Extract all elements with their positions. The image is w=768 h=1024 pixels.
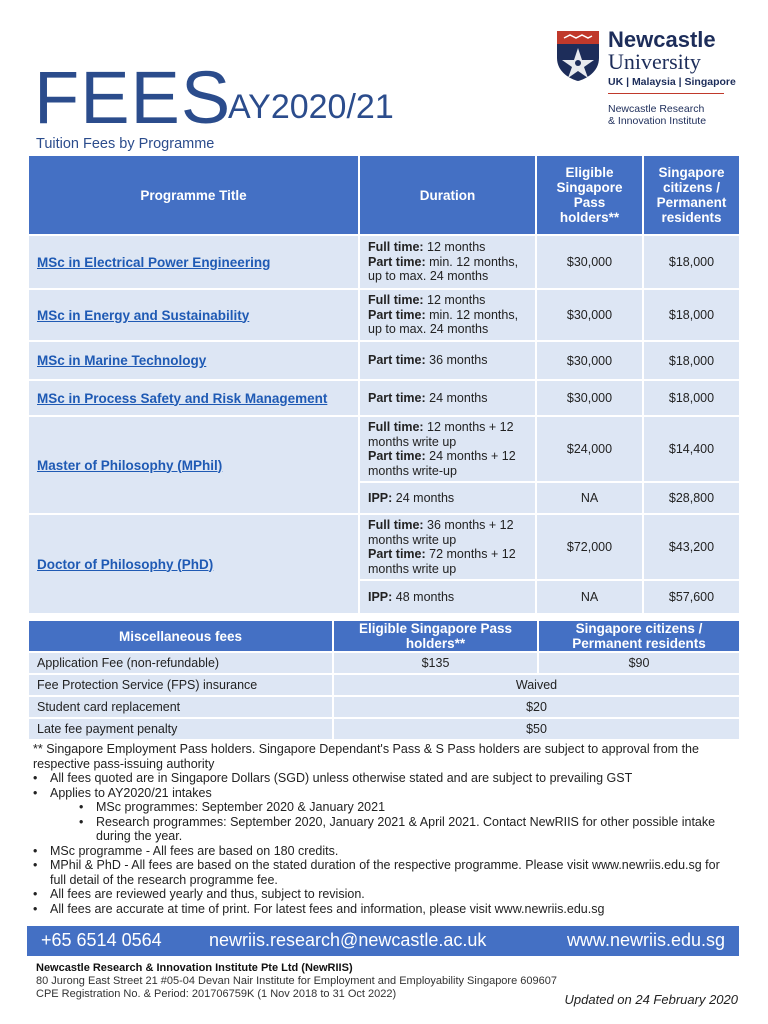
list-item: • MSc programmes: September 2020 & January 2021 bbox=[79, 800, 733, 815]
pass-fee: $30,000 bbox=[536, 341, 643, 380]
shield-icon bbox=[556, 30, 600, 82]
duration-value: 48 months bbox=[392, 589, 455, 604]
programme-link[interactable]: Doctor of Philosophy (PhD) bbox=[37, 556, 214, 572]
table-row bbox=[28, 380, 740, 416]
footnote: ** Singapore Employment Pass holders. Singapore Dependant's Pass & S Pass holders are subject to approval from the respective pass-issuing authority bbox=[33, 742, 699, 771]
pass-fee: $72,000 bbox=[536, 514, 643, 580]
notes-list bbox=[33, 771, 733, 800]
updated-date: Updated on 24 February 2020 bbox=[564, 992, 738, 1007]
duration-label: Part time: bbox=[368, 353, 426, 368]
table-header-row bbox=[28, 620, 740, 652]
misc-fee-label: Late fee payment penalty bbox=[28, 718, 333, 740]
citizen-fee: $28,800 bbox=[643, 482, 740, 514]
citizen-fee: $18,000 bbox=[643, 289, 740, 341]
logo-institute-line2: & Innovation Institute bbox=[608, 115, 707, 127]
duration-cell bbox=[359, 380, 536, 416]
citizen-fee: $18,000 bbox=[643, 235, 740, 289]
contact-bar bbox=[27, 926, 739, 956]
duration-label: Full time: bbox=[368, 420, 424, 434]
company-address: 80 Jurong East Street 21 #05-04 Devan Nair Institute for Employment and Employability Singapore 609607 bbox=[36, 975, 557, 987]
column-header: Eligible Singapore Pass holders** bbox=[536, 155, 643, 235]
table-row bbox=[28, 341, 740, 380]
duration-value: 36 months + 12 months write up bbox=[368, 518, 514, 547]
logo-locations: UK | Malaysia | Singapore bbox=[608, 76, 736, 88]
duration-label: IPP: bbox=[368, 490, 393, 505]
table-row bbox=[28, 289, 740, 341]
duration-value: 24 months bbox=[425, 390, 488, 405]
column-header: Programme Title bbox=[28, 155, 359, 235]
citizen-fee: $18,000 bbox=[643, 380, 740, 416]
misc-fee-value: $20 bbox=[333, 696, 740, 718]
intake-sublist bbox=[33, 800, 733, 844]
misc-fee-value: $50 bbox=[333, 718, 740, 740]
table-row bbox=[28, 718, 740, 740]
misc-fees-table bbox=[27, 619, 741, 741]
duration-label: Part time: bbox=[368, 547, 426, 561]
duration-value: 24 months bbox=[392, 490, 455, 505]
logo-name-line1: Newcastle bbox=[608, 27, 716, 52]
programme-cell bbox=[28, 289, 359, 341]
pass-fee: $30,000 bbox=[536, 235, 643, 289]
duration-cell bbox=[359, 289, 536, 341]
page-title: FEES bbox=[34, 56, 232, 139]
misc-fee-value: Waived bbox=[333, 674, 740, 696]
programme-link[interactable]: MSc in Electrical Power Engineering bbox=[37, 254, 271, 270]
citizen-fee: $18,000 bbox=[643, 341, 740, 380]
duration-label: Part time: bbox=[368, 449, 426, 463]
academic-year: AY2020/21 bbox=[228, 88, 394, 126]
duration-value: min. 12 months, up to max. 24 months bbox=[368, 254, 519, 284]
duration-label: IPP: bbox=[368, 589, 393, 604]
notes-section bbox=[33, 742, 733, 916]
company-name: Newcastle Research & Innovation Institute Pte Ltd (NewRIIS) bbox=[36, 962, 353, 974]
table-row bbox=[28, 514, 740, 580]
duration-cell bbox=[359, 235, 536, 289]
programme-cell bbox=[28, 341, 359, 380]
pass-fee: $30,000 bbox=[536, 289, 643, 341]
phone-number[interactable]: +65 6514 0564 bbox=[41, 930, 162, 950]
email-link[interactable]: newriis.research@newcastle.ac.uk bbox=[209, 930, 487, 950]
duration-value: 12 months bbox=[423, 293, 486, 308]
duration-value: 12 months bbox=[423, 240, 486, 255]
programme-link[interactable]: Master of Philosophy (MPhil) bbox=[37, 457, 223, 473]
list-item: • All fees are accurate at time of print. For latest fees and information, please visit www.newriis.edu.sg bbox=[33, 902, 733, 917]
table-row bbox=[28, 652, 740, 674]
logo-name-line2: University bbox=[608, 49, 701, 74]
programme-cell bbox=[28, 416, 359, 514]
tuition-fees-table bbox=[27, 154, 741, 615]
duration-label: Part time: bbox=[368, 390, 426, 405]
programme-link[interactable]: MSc in Process Safety and Risk Management bbox=[37, 390, 328, 406]
citizen-fee: $90 bbox=[538, 652, 740, 674]
column-header: Singapore citizens / Permanent residents bbox=[643, 155, 740, 235]
pass-fee: $135 bbox=[333, 652, 538, 674]
table-row bbox=[28, 696, 740, 718]
duration-cell bbox=[359, 482, 536, 514]
registration-info: CPE Registration No. & Period: 201706759K (1 Nov 2018 to 31 Oct 2022) bbox=[36, 988, 397, 1000]
list-item: • MSc programme - All fees are based on 180 credits. bbox=[33, 844, 733, 859]
programme-link[interactable]: MSc in Marine Technology bbox=[37, 353, 207, 368]
list-item: • Applies to AY2020/21 intakes bbox=[33, 786, 733, 801]
misc-fee-label: Student card replacement bbox=[28, 696, 333, 718]
programme-cell bbox=[28, 235, 359, 289]
duration-value: 24 months + 12 months write-up bbox=[368, 449, 516, 478]
footer bbox=[36, 962, 557, 1001]
citizen-fee: $43,200 bbox=[643, 514, 740, 580]
programme-cell bbox=[28, 380, 359, 416]
page-subtitle: Tuition Fees by Programme bbox=[36, 136, 215, 152]
logo-divider bbox=[608, 93, 724, 94]
pass-fee: $30,000 bbox=[536, 380, 643, 416]
duration-cell bbox=[359, 514, 536, 580]
citizen-fee: $57,600 bbox=[643, 580, 740, 614]
misc-fee-label: Application Fee (non-refundable) bbox=[28, 652, 333, 674]
logo-institute-line1: Newcastle Research bbox=[608, 103, 705, 115]
programme-cell bbox=[28, 514, 359, 614]
pass-fee: NA bbox=[536, 580, 643, 614]
list-item: • MPhil & PhD - All fees are based on the stated duration of the respective programme. Please visit www.newriis.edu.sg for full detail of the research programme fee. bbox=[33, 858, 733, 887]
citizen-fee: $14,400 bbox=[643, 416, 740, 482]
duration-value: 12 months + 12 months write up bbox=[368, 420, 514, 449]
column-header: Singapore citizens / Permanent residents bbox=[538, 620, 740, 652]
duration-cell bbox=[359, 341, 536, 380]
list-item: • Research programmes: September 2020, January 2021 & April 2021. Contact NewRIIS for other possible intake during the year. bbox=[79, 815, 733, 844]
duration-label: Part time: bbox=[368, 307, 426, 322]
duration-label: Full time: bbox=[368, 293, 424, 308]
table-header-row bbox=[28, 155, 740, 235]
duration-label: Full time: bbox=[368, 518, 424, 532]
list-item: • All fees are reviewed yearly and thus, subject to revision. bbox=[33, 887, 733, 902]
website-link[interactable]: www.newriis.edu.sg bbox=[566, 930, 725, 950]
programme-link[interactable]: MSc in Energy and Sustainability bbox=[37, 307, 250, 323]
misc-fee-label: Fee Protection Service (FPS) insurance bbox=[28, 674, 333, 696]
duration-label: Full time: bbox=[368, 240, 424, 255]
duration-value: min. 12 months, up to max. 24 months bbox=[368, 307, 519, 337]
table-row bbox=[28, 235, 740, 289]
column-header: Miscellaneous fees bbox=[28, 620, 333, 652]
column-header: Eligible Singapore Pass holders** bbox=[333, 620, 538, 652]
university-logo bbox=[556, 27, 736, 130]
list-item: • All fees quoted are in Singapore Dollars (SGD) unless otherwise stated and are subject to prevailing GST bbox=[33, 771, 733, 786]
duration-value: 72 months + 12 months write up bbox=[368, 547, 516, 576]
notes-list bbox=[33, 844, 733, 917]
pass-fee: $24,000 bbox=[536, 416, 643, 482]
duration-label: Part time: bbox=[368, 254, 426, 269]
pass-fee: NA bbox=[536, 482, 643, 514]
table-row bbox=[28, 416, 740, 482]
duration-value: 36 months bbox=[425, 353, 488, 368]
table-row bbox=[28, 674, 740, 696]
duration-cell bbox=[359, 416, 536, 482]
column-header: Duration bbox=[359, 155, 536, 235]
duration-cell bbox=[359, 580, 536, 614]
